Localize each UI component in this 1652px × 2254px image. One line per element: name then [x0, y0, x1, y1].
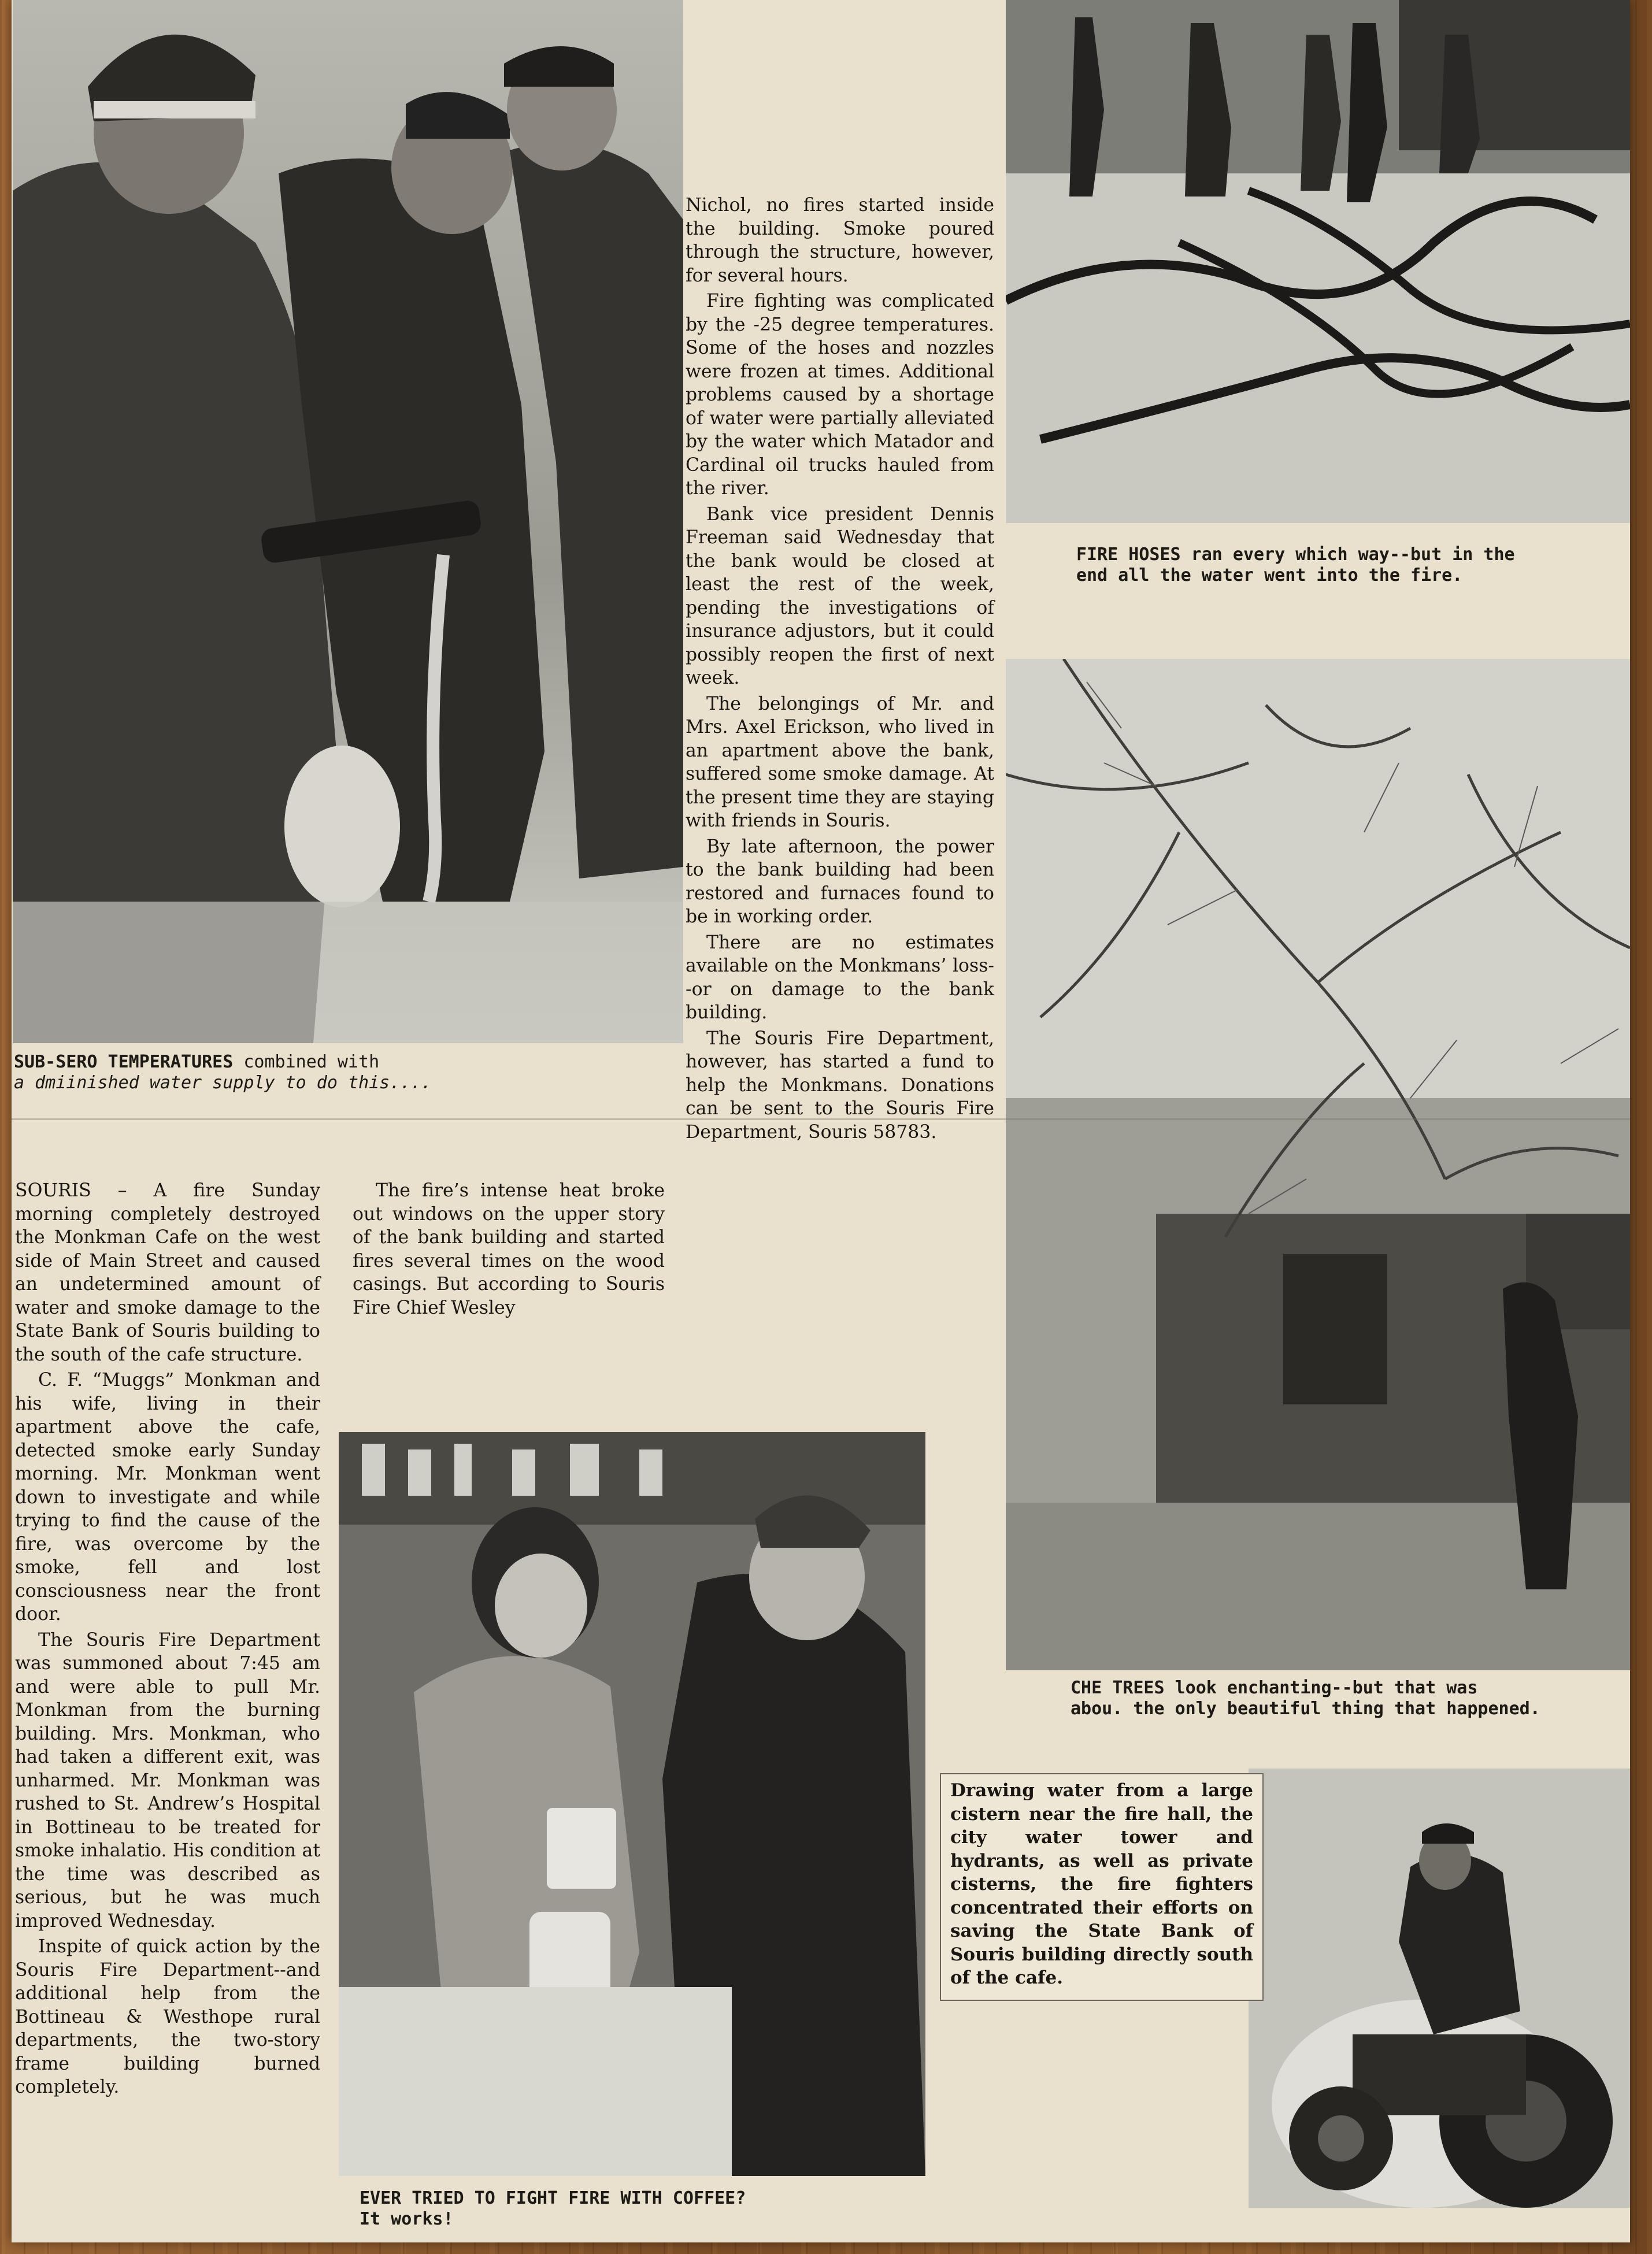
photo-tractor [1249, 1769, 1630, 2208]
caption-coffee-line1: EVER TRIED TO FIGHT FIRE WITH COFFEE? [360, 2188, 746, 2208]
article-paragraph: C. F. “Muggs” Monkman and his wife, living in their apartment above the cafe, detected smoke early Sunday morning. Mr. Monkman went down to investigate and while trying to find the cause of the fire, was overcome by the smoke, fell and lost consciousness near the front door. [15, 1370, 320, 1625]
article-paragraph: Fire fighting was complicated by the -25 degree temperatures. Some of the hoses and nozzles were frozen at times. Additional problems caused by a shortage of water were partially alleviated by the water which Matador and Cardinal oil trucks hauled from the river. [686, 291, 994, 499]
article-paragraph: Bank vice president Dennis Freeman said Wednesday that the bank would be closed at least the rest of the week, pending the investigations of insurance adjustors, but it could possibly reopen the first of next week. [686, 503, 994, 688]
article-paragraph: Nichol, no fires started inside the building. Smoke poured through the structure, however, for several hours. [686, 195, 994, 286]
article-paragraph: SOURIS – A fire Sunday morning completely destroyed the Monkman Cafe on the west side of Main Street and caused an undetermined amount of water and smoke damage to the State Bank of Souris building to the south of the cafe structure. [15, 1180, 320, 1365]
caption-coffee-line2: It works! [360, 2209, 454, 2229]
caption-sub-zero [14, 1052, 684, 1093]
tractor-caption-box: Drawing water from a large cistern near the fire hall, the city water tower and hydrants, as well as private cisterns, the fire fighters concentrated their efforts on saving the State Bank of Souris building directly south of the cafe. [940, 1773, 1264, 2001]
article-paragraph: By late afternoon, the power to the bank building had been restored and furnaces found to be in working order. [686, 836, 994, 927]
article-paragraph: There are no estimates available on the Monkmans’ loss--or on damage to the bank building. [686, 932, 994, 1023]
caption-fire-hoses-line1: FIRE HOSES ran every which way--but in the [1076, 544, 1515, 565]
photo-fire-hoses [1006, 0, 1630, 523]
caption-trees-line1: СHE TREES look enchanting--but that was [1071, 1678, 1478, 1698]
caption-trees-line2: abou. the only beautiful thing that happened. [1071, 1699, 1540, 1719]
article-paragraph: The Souris Fire Department was summoned about 7:45 am and were able to pull Mr. Monkman from the burning building. Mrs. Monkman, who had taken a different exit, was unharmed. Mr. Monkman was rushed to St. Andrew’s Hospital in Bottineau to be treated for smoke inhalatio. His condition at the time was described as serious, but he was much improved Wednesday. [15, 1629, 320, 1932]
article-column-3 [686, 194, 994, 1146]
article-paragraph: The belongings of Mr. and Mrs. Axel Erickson, who lived in an apartment above the bank, suffered some smoke damage. At the present time they are staying with friends in Souris. [686, 693, 994, 831]
paper-fold-line [12, 1118, 1630, 1120]
photo-coffee [339, 1432, 925, 2176]
newspaper-clipping [12, 0, 1630, 2242]
caption-trees [1071, 1678, 1625, 1719]
caption-sub-zero-lead: SUB-SERO TEMPERATURES [14, 1052, 234, 1072]
photo-frosted-trees [1006, 659, 1630, 1670]
article-paragraph: The fire’s intense heat broke out windows on the upper story of the bank building and started fires several times on the wood casings. But according to Souris Fire Chief Wesley [353, 1180, 665, 1318]
caption-sub-zero-line2: a dmiinished water supply to do this.... [14, 1073, 432, 1093]
caption-fire-hoses [1076, 544, 1625, 586]
article-paragraph: Inspite of quick action by the Souris Fire Department--and additional help from the Bottineau & Westhope rural departments, the two-story frame building burned completely. [15, 1936, 320, 2097]
caption-fire-hoses-line2: end all the water went into the fire. [1076, 565, 1463, 585]
article-column-2 [353, 1179, 665, 1322]
photo-firefighters-nozzle [13, 0, 683, 1043]
article-paragraph: The Souris Fire Department, however, has started a fund to help the Monkmans. Donations can be sent to the Souris Fire Department, Souris 58783. [686, 1028, 994, 1143]
caption-coffee [360, 2188, 995, 2230]
caption-sub-zero-rest: combined with [233, 1052, 380, 1072]
article-column-1 [15, 1179, 320, 2101]
